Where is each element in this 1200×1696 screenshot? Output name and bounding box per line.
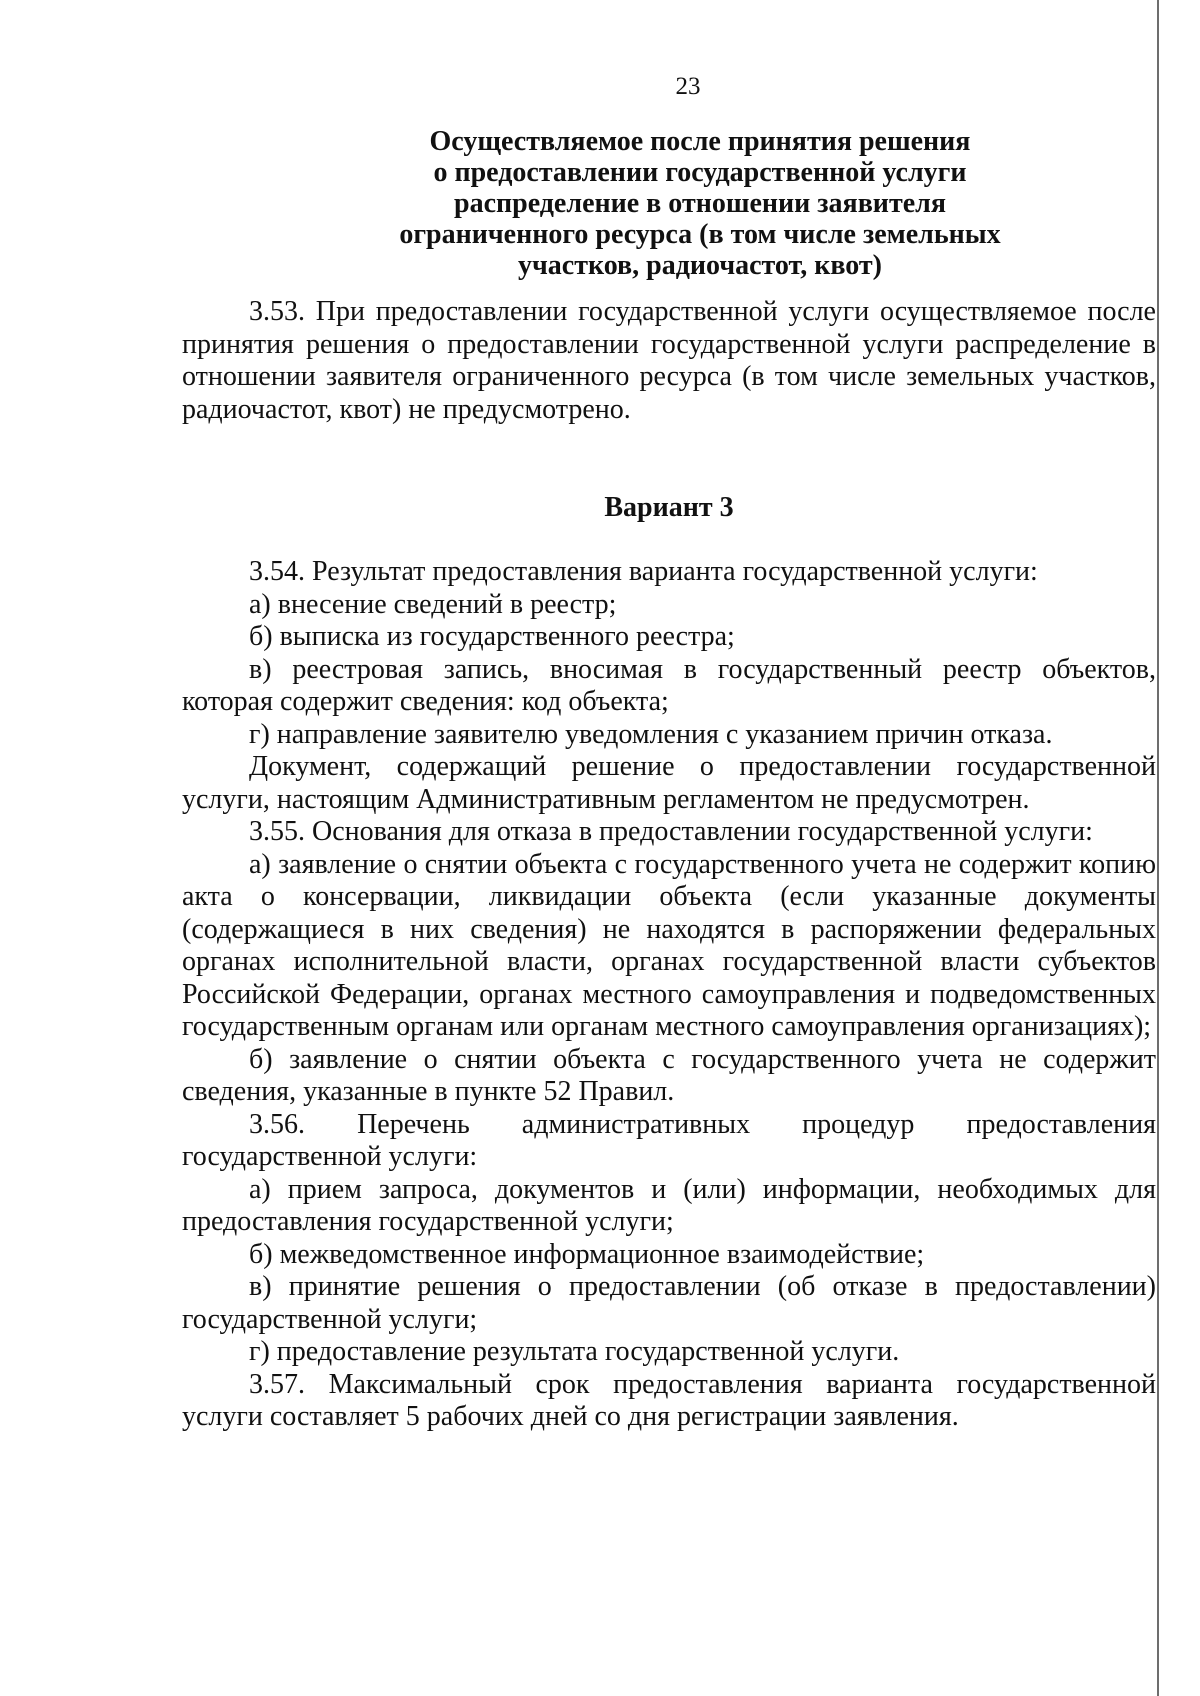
heading-line: о предоставлении государственной услуги [433, 157, 967, 188]
heading-line: ограниченного ресурса (в том числе земельных [399, 219, 1001, 250]
paragraph-3-56-a: а) прием запроса, документов и (или) информации, необходимых для предоставления государственной услуги; [182, 1173, 1156, 1237]
paragraph-3-56: 3.56. Перечень административных процедур предоставления государственной услуги: [182, 1108, 1156, 1172]
heading-line: Осуществляемое после принятия решения [429, 126, 971, 157]
variant-3-body [182, 556, 1156, 1434]
paragraph-3-55-a: а) заявление о снятии объекта с государственного учета не содержит копию акта о консервации, ликвидации объекта (если указанные документы (содержащиеся в них сведения) не находятся в распоряжении федеральных органах исполнительной власти, органах государственной власти субъектов Российской Федерации, органах местного самоуправления и подведомственных государственным органам или органам местного самоуправления организациях); [182, 848, 1156, 1042]
heading-line: распределение в отношении заявителя [454, 188, 946, 219]
paragraph-3-54-g: г) направление заявителю уведомления с указанием причин отказа. [249, 718, 1053, 750]
paragraph-3-56-g: г) предоставление результата государственной услуги. [249, 1336, 900, 1367]
paragraph-3-56-b: б) межведомственное информационное взаимодействие; [249, 1238, 925, 1270]
variant-title: Вариант 3 [604, 492, 734, 523]
paragraph-3-57: 3.57. Максимальный срок предоставления варианта государственной услуги составляет 5 рабочих дней со дня регистрации заявления. [182, 1368, 1156, 1432]
paragraph-document: Документ, содержащий решение о предоставлении государственной услуги, настоящим Административным регламентом не предусмотрен. [182, 751, 1156, 815]
page-number: 23 [675, 73, 701, 100]
paragraph-3-55-b: б) заявление о снятии объекта с государственного учета не содержит сведения, указанные в пункте 52 Правил. [182, 1043, 1156, 1107]
paragraph-3-54-a: а) внесение сведений в реестр; [249, 588, 617, 620]
paragraph-3-54-b: б) выписка из государственного реестра; [249, 621, 735, 652]
section-3-53 [182, 296, 1156, 426]
paragraph-3-53: 3.53. При предоставлении государственной услуги осуществляемое после принятия решения о предоставлении государственной услуги распределение в отношении заявителя ограниченного ресурса (в том числе земельных участков, радиочастот, квот) не предусмотрено. [182, 296, 1156, 425]
heading-line: участков, радиочастот, квот) [518, 250, 882, 281]
paragraph-3-54-v: в) реестровая запись, вносимая в государственный реестр объектов, которая содержит сведения: код объекта; [182, 653, 1156, 717]
paragraph-3-54: 3.54. Результат предоставления варианта государственной услуги: [249, 556, 1038, 587]
page-edge-line [1157, 0, 1159, 1696]
paragraph-3-55: 3.55. Основания для отказа в предоставлении государственной услуги: [249, 816, 1093, 847]
paragraph-3-56-v: в) принятие решения о предоставлении (об отказе в предоставлении) государственной услуги; [182, 1271, 1156, 1335]
section-heading [300, 126, 1100, 281]
